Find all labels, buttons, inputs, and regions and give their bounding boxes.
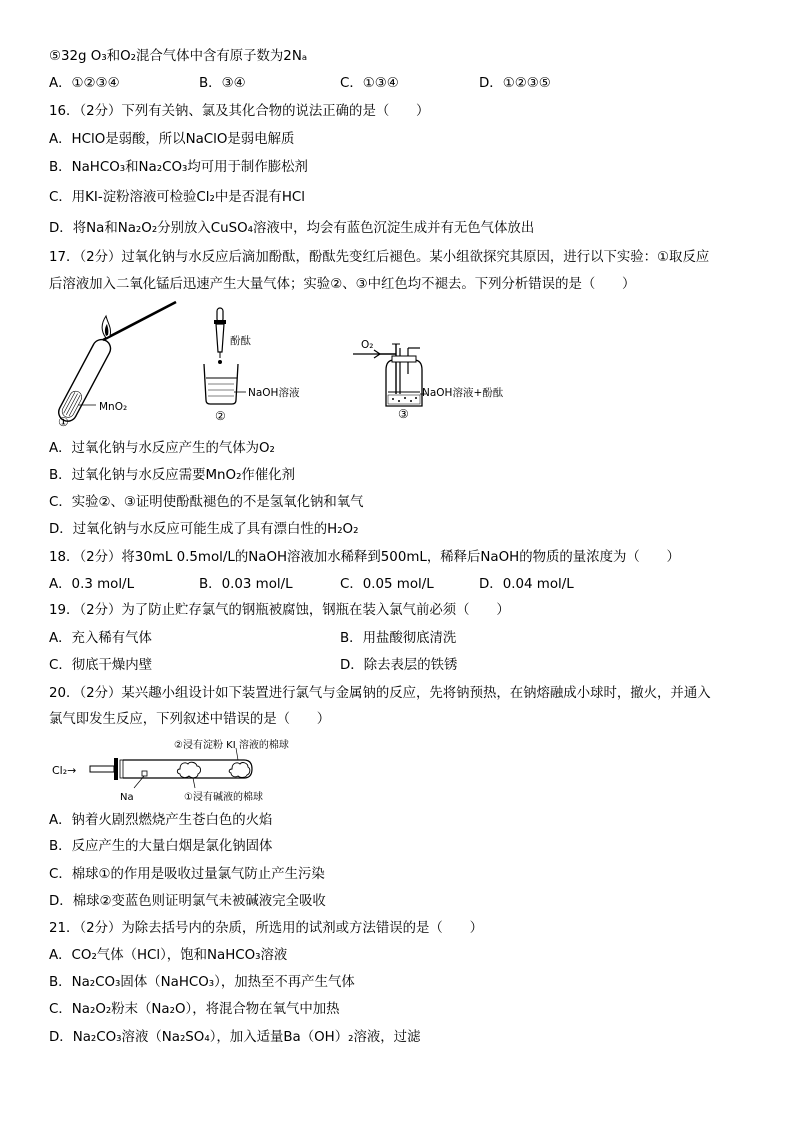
q15-option-d: D．①②③⑤: [479, 76, 551, 91]
q19-option-d: D．除去表层的铁锈: [340, 658, 458, 673]
q16-option-c: C．用KI-淀粉溶液可检验Cl₂中是否混有HCl: [49, 190, 305, 205]
naoh-phenolphthalein-label: NaOH溶液+酚酞: [422, 387, 504, 399]
phenolphthalein-label: 酚酞: [230, 335, 251, 347]
q15-option-c: C．①③④: [340, 76, 399, 91]
experiment-1-number: ①: [58, 415, 69, 429]
q17-apparatus-figure: [48, 300, 528, 430]
beaker-apparatus: [204, 308, 246, 404]
alkali-cotton-label: ①浸有碱液的棉球: [184, 792, 263, 803]
q20-apparatus-figure: [48, 736, 348, 806]
q17-option-a: A．过氧化钠与水反应产生的气体为O₂: [49, 441, 275, 456]
q18-option-c: C．0.05 mol/L: [340, 577, 434, 592]
q17-stem-line2: 后溶液加入二氧化锰后迅速产生大量气体；实验②、③中红色均不褪去。下列分析错误的是（ ）: [49, 277, 636, 292]
q21-option-d: D．Na₂CO₃溶液（Na₂SO₄），加入适量Ba（OH）₂溶液，过滤: [49, 1030, 421, 1045]
q20-option-b: B．反应产生的大量白烟是氯化钠固体: [49, 839, 273, 854]
q17-option-d: D．过氧化钠与水反应可能生成了具有漂白性的H₂O₂: [49, 522, 359, 537]
q21-stem: 21．（2分）为除去括号内的杂质，所选用的试剂或方法错误的是（ ）: [49, 921, 483, 936]
q19-option-a: A．充入稀有气体: [49, 631, 152, 646]
q18-option-a: A．0.3 mol/L: [49, 577, 135, 592]
q15-option-b: B．③④: [199, 76, 246, 91]
experiment-3-number: ③: [398, 407, 409, 421]
q21-option-b: B．Na₂CO₃固体（NaHCO₃），加热至不再产生气体: [49, 975, 355, 990]
q17-option-c: C．实验②、③证明使酚酞褪色的不是氢氧化钠和氧气: [49, 495, 364, 510]
q20-option-a: A．钠着火剧烈燃烧产生苍白色的火焰: [49, 813, 273, 828]
q17-stem-line1: 17．（2分）过氧化钠与水反应后滴加酚酞，酚酞先变红后褪色。某小组欲探究其原因，进行以下实验：①取反应: [49, 250, 710, 265]
q16-option-d: D．将Na和Na₂O₂分别放入CuSO₄溶液中，均会有蓝色沉淀生成并有无色气体放出: [49, 221, 535, 236]
q18-stem: 18．（2分）将30mL 0.5mol/L的NaOH溶液加水稀释到500mL，稀释后NaOH的物质的量浓度为（ ）: [49, 550, 680, 565]
oxygen-label: O₂: [361, 339, 374, 351]
q17-option-b: B．过氧化钠与水反应需要MnO₂作催化剂: [49, 468, 295, 483]
q18-option-b: B．0.03 mol/L: [199, 577, 293, 592]
starch-ki-cotton-label: ②浸有淀粉 KI 溶液的棉球: [174, 740, 289, 751]
q19-stem: 19．（2分）为了防止贮存氯气的钢瓶被腐蚀，钢瓶在装入氯气前必须（ ）: [49, 603, 510, 618]
q19-option-c: C．彻底干燥内壁: [49, 658, 153, 673]
q21-option-a: A．CO₂气体（HCl），饱和NaHCO₃溶液: [49, 948, 288, 963]
q15-item-5: ⑤32g O₃和O₂混合气体中含有原子数为2Nₐ: [49, 49, 308, 64]
q20-option-c: C．棉球①的作用是吸收过量氯气防止产生污染: [49, 867, 325, 882]
gas-bottle-apparatus: [353, 344, 426, 406]
experiment-2-number: ②: [215, 409, 226, 423]
q20-stem-line2: 氯气即发生反应，下列叙述中错误的是（ ）: [49, 712, 331, 727]
q20-option-d: D．棉球②变蓝色则证明氯气未被碱液完全吸收: [49, 894, 326, 909]
q20-stem-line1: 20．（2分）某兴趣小组设计如下装置进行氯气与金属钠的反应，先将钠预热，在钠熔融成小球时，撤火，并通入: [49, 686, 711, 701]
sodium-label: Na: [120, 792, 134, 803]
naoh-solution-label: NaOH溶液: [248, 387, 300, 399]
q16-option-a: A．HClO是弱酸，所以NaClO是弱电解质: [49, 132, 295, 147]
chlorine-inlet-label: Cl₂→: [52, 764, 77, 777]
mno2-label: MnO₂: [99, 401, 128, 413]
q15-option-a: A．①②③④: [49, 76, 120, 91]
q18-option-d: D．0.04 mol/L: [479, 577, 574, 592]
q21-option-c: C．Na₂O₂粉末（Na₂O），将混合物在氧气中加热: [49, 1002, 340, 1017]
q16-option-b: B．NaHCO₃和Na₂CO₃均可用于制作膨松剂: [49, 160, 308, 175]
reaction-tube: [90, 748, 252, 788]
q16-stem: 16．（2分）下列有关钠、氯及其化合物的说法正确的是（ ）: [49, 104, 430, 119]
q19-option-b: B．用盐酸彻底清洗: [340, 631, 457, 646]
